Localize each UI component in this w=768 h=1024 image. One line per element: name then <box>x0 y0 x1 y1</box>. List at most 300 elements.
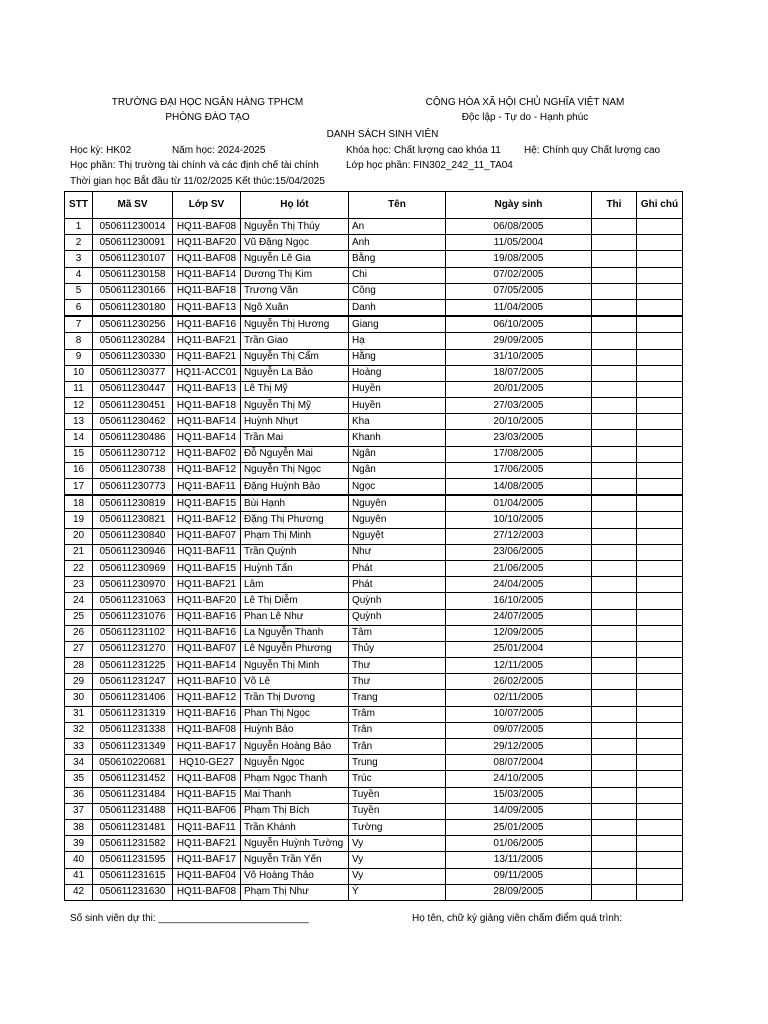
cell-stt: 16 <box>65 462 93 478</box>
table-row <box>65 528 683 544</box>
table-row <box>65 658 683 674</box>
cell-ten: Anh <box>348 235 445 251</box>
cell-ten: Huyền <box>348 381 445 397</box>
cell-lop-sv: HQ11-BAF13 <box>173 299 241 316</box>
cell-ho-lot: Phạm Thị Minh <box>240 528 348 544</box>
cell-ngay-sinh: 02/11/2005 <box>445 690 591 706</box>
cell-thi <box>591 577 636 593</box>
cell-lop-sv: HQ11-BAF17 <box>173 739 241 755</box>
cell-ma-sv: 050611231319 <box>93 706 173 722</box>
cell-ho-lot: Đặng Thị Phương <box>240 512 348 528</box>
column-header: STT <box>65 192 93 219</box>
cell-ngay-sinh: 01/06/2005 <box>445 836 591 852</box>
cell-thi <box>591 787 636 803</box>
cell-ten: Ý <box>348 884 445 900</box>
cell-ngay-sinh: 07/02/2005 <box>445 267 591 283</box>
cell-ma-sv: 050611231488 <box>93 803 173 819</box>
cell-ngay-sinh: 12/11/2005 <box>445 658 591 674</box>
cell-lop-sv: HQ11-BAF21 <box>173 333 241 349</box>
cell-ghi-chu <box>636 739 682 755</box>
cell-ngay-sinh: 11/04/2005 <box>445 299 591 316</box>
cell-ho-lot: Phan Thị Ngọc <box>240 706 348 722</box>
cell-ho-lot: Ngô Xuân <box>240 299 348 316</box>
cell-ghi-chu <box>636 430 682 446</box>
cell-thi <box>591 479 636 496</box>
cell-ghi-chu <box>636 349 682 365</box>
cell-ghi-chu <box>636 819 682 835</box>
cell-ho-lot: Nguyễn La Bảo <box>240 365 348 381</box>
cell-lop-sv: HQ11-BAF14 <box>173 430 241 446</box>
cell-ma-sv: 050611230091 <box>93 235 173 251</box>
table-row <box>65 414 683 430</box>
cell-ghi-chu <box>636 365 682 381</box>
cell-ngay-sinh: 15/03/2005 <box>445 787 591 803</box>
cell-stt: 30 <box>65 690 93 706</box>
cell-ghi-chu <box>636 219 682 235</box>
table-row <box>65 235 683 251</box>
student-table <box>64 191 683 901</box>
cell-ghi-chu <box>636 333 682 349</box>
column-header: Mã SV <box>93 192 173 219</box>
cell-ten: An <box>348 219 445 235</box>
cell-ho-lot: Trần Giao <box>240 333 348 349</box>
cell-ma-sv: 050611230969 <box>93 560 173 576</box>
cell-ngay-sinh: 29/12/2005 <box>445 739 591 755</box>
cell-ten: Ngân <box>348 462 445 478</box>
cell-ma-sv: 050611231452 <box>93 771 173 787</box>
cell-lop-sv: HQ11-BAF11 <box>173 544 241 560</box>
cell-ma-sv: 050611231225 <box>93 658 173 674</box>
cell-ghi-chu <box>636 251 682 267</box>
year-info: Năm học: 2024-2025 <box>172 145 266 156</box>
cell-ghi-chu <box>636 414 682 430</box>
cell-ma-sv: 050611230451 <box>93 398 173 414</box>
table-row <box>65 868 683 884</box>
cell-ma-sv: 050611231247 <box>93 674 173 690</box>
semester-info: Học kỳ: HK02 <box>70 145 132 156</box>
cell-ten: Thủy <box>348 641 445 657</box>
cell-ma-sv: 050611231595 <box>93 852 173 868</box>
cell-ten: Hằng <box>348 349 445 365</box>
cell-ten: Trang <box>348 690 445 706</box>
cell-ngay-sinh: 17/08/2005 <box>445 446 591 462</box>
cell-ten: Danh <box>348 299 445 316</box>
cell-ten: Quỳnh <box>348 609 445 625</box>
cell-thi <box>591 803 636 819</box>
table-row <box>65 690 683 706</box>
cell-ngay-sinh: 23/03/2005 <box>445 430 591 446</box>
cell-thi <box>591 722 636 738</box>
cell-stt: 11 <box>65 381 93 397</box>
column-header: Thi <box>591 192 636 219</box>
cell-ho-lot: Nguyễn Thị Thúy <box>240 219 348 235</box>
cell-ho-lot: Lâm <box>240 577 348 593</box>
cell-ghi-chu <box>636 609 682 625</box>
cell-stt: 19 <box>65 512 93 528</box>
cell-stt: 15 <box>65 446 93 462</box>
cell-lop-sv: HQ11-BAF16 <box>173 609 241 625</box>
table-header-row <box>65 192 683 219</box>
cell-thi <box>591 267 636 283</box>
cell-lop-sv: HQ11-BAF21 <box>173 577 241 593</box>
cell-ten: Chi <box>348 267 445 283</box>
cell-lop-sv: HQ11-BAF14 <box>173 267 241 283</box>
cell-ho-lot: Vũ Đặng Ngọc <box>240 235 348 251</box>
table-row <box>65 267 683 283</box>
column-header: Lớp SV <box>173 192 241 219</box>
cell-lop-sv: HQ11-BAF18 <box>173 398 241 414</box>
table-row <box>65 771 683 787</box>
cell-thi <box>591 381 636 397</box>
cell-ho-lot: Huỳnh Bảo <box>240 722 348 738</box>
cell-thi <box>591 219 636 235</box>
cell-stt: 32 <box>65 722 93 738</box>
cell-thi <box>591 884 636 900</box>
cell-thi <box>591 625 636 641</box>
cell-thi <box>591 235 636 251</box>
cell-ghi-chu <box>636 706 682 722</box>
cell-thi <box>591 495 636 512</box>
cell-ghi-chu <box>636 836 682 852</box>
cell-ten: Vy <box>348 852 445 868</box>
cell-ghi-chu <box>636 398 682 414</box>
table-row <box>65 251 683 267</box>
cell-lop-sv: HQ11-BAF12 <box>173 462 241 478</box>
cell-ma-sv: 050611230486 <box>93 430 173 446</box>
cell-ten: Nguyên <box>348 512 445 528</box>
cell-lop-sv: HQ11-BAF07 <box>173 528 241 544</box>
cell-lop-sv: HQ11-BAF11 <box>173 819 241 835</box>
cell-lop-sv: HQ11-BAF14 <box>173 414 241 430</box>
table-row <box>65 593 683 609</box>
cell-ho-lot: Phạm Thị Như <box>240 884 348 900</box>
table-row <box>65 299 683 316</box>
cell-ma-sv: 050611231270 <box>93 641 173 657</box>
subject-info: Học phần: Thị trường tài chính và các định chế tài chính <box>70 160 319 171</box>
cell-ma-sv: 050611230970 <box>93 577 173 593</box>
cell-ten: Trâm <box>348 706 445 722</box>
cell-lop-sv: HQ11-BAF08 <box>173 771 241 787</box>
column-header: Họ lót <box>240 192 348 219</box>
cell-ho-lot: Phạm Thị Bích <box>240 803 348 819</box>
cell-thi <box>591 641 636 657</box>
cell-ma-sv: 050611230840 <box>93 528 173 544</box>
cell-ngay-sinh: 06/10/2005 <box>445 316 591 333</box>
cell-thi <box>591 446 636 462</box>
cell-ho-lot: Bùi Hạnh <box>240 495 348 512</box>
cell-stt: 22 <box>65 560 93 576</box>
cell-ngay-sinh: 06/08/2005 <box>445 219 591 235</box>
cell-lop-sv: HQ11-BAF06 <box>173 803 241 819</box>
cell-ten: Công <box>348 283 445 299</box>
cell-ho-lot: Dương Thị Kim <box>240 267 348 283</box>
cell-ten: Khanh <box>348 430 445 446</box>
cell-ho-lot: Lê Nguyễn Phương <box>240 641 348 657</box>
cell-lop-sv: HQ11-BAF07 <box>173 641 241 657</box>
cell-ghi-chu <box>636 283 682 299</box>
cell-lop-sv: HQ11-BAF18 <box>173 283 241 299</box>
table-row <box>65 706 683 722</box>
table-row <box>65 512 683 528</box>
cell-stt: 29 <box>65 674 93 690</box>
cell-ten: Trân <box>348 739 445 755</box>
cell-ma-sv: 050610220681 <box>93 755 173 771</box>
cell-ma-sv: 050611230330 <box>93 349 173 365</box>
cell-ten: Ngân <box>348 446 445 462</box>
cell-ten: Vy <box>348 836 445 852</box>
cell-ho-lot: La Nguyễn Thanh <box>240 625 348 641</box>
cell-lop-sv: HQ11-BAF20 <box>173 235 241 251</box>
cell-ten: Tường <box>348 819 445 835</box>
cell-lop-sv: HQ11-BAF20 <box>173 593 241 609</box>
document-title: DANH SÁCH SINH VIÊN <box>326 129 439 140</box>
cell-thi <box>591 674 636 690</box>
cell-thi <box>591 512 636 528</box>
cell-ghi-chu <box>636 528 682 544</box>
cell-ghi-chu <box>636 316 682 333</box>
cell-stt: 8 <box>65 333 93 349</box>
table-row <box>65 787 683 803</box>
table-row <box>65 283 683 299</box>
cell-ma-sv: 050611231102 <box>93 625 173 641</box>
table-row <box>65 836 683 852</box>
cell-lop-sv: HQ11-BAF16 <box>173 625 241 641</box>
cell-ghi-chu <box>636 381 682 397</box>
cell-stt: 6 <box>65 299 93 316</box>
cell-stt: 18 <box>65 495 93 512</box>
cell-stt: 21 <box>65 544 93 560</box>
cell-stt: 20 <box>65 528 93 544</box>
cell-ngay-sinh: 16/10/2005 <box>445 593 591 609</box>
cell-lop-sv: HQ11-BAF11 <box>173 479 241 496</box>
cell-ghi-chu <box>636 495 682 512</box>
table-row <box>65 219 683 235</box>
cell-stt: 42 <box>65 884 93 900</box>
table-row <box>65 316 683 333</box>
table-row <box>65 349 683 365</box>
cell-stt: 14 <box>65 430 93 446</box>
cell-lop-sv: HQ11-BAF21 <box>173 836 241 852</box>
cell-stt: 17 <box>65 479 93 496</box>
cell-thi <box>591 836 636 852</box>
cell-stt: 2 <box>65 235 93 251</box>
cell-ghi-chu <box>636 446 682 462</box>
table-row <box>65 884 683 900</box>
table-row <box>65 381 683 397</box>
cell-stt: 31 <box>65 706 93 722</box>
cell-stt: 4 <box>65 267 93 283</box>
cell-lop-sv: HQ11-BAF15 <box>173 560 241 576</box>
cell-lop-sv: HQ11-BAF14 <box>173 658 241 674</box>
cell-ma-sv: 050611231615 <box>93 868 173 884</box>
cell-thi <box>591 771 636 787</box>
cell-ghi-chu <box>636 544 682 560</box>
cell-ngay-sinh: 25/01/2005 <box>445 819 591 835</box>
system-info: Hệ: Chính quy Chất lượng cao <box>524 145 661 156</box>
cell-ho-lot: Lê Thị Mỹ <box>240 381 348 397</box>
cell-ten: Vy <box>348 868 445 884</box>
cell-ten: Hoàng <box>348 365 445 381</box>
cell-thi <box>591 560 636 576</box>
cell-lop-sv: HQ11-BAF10 <box>173 674 241 690</box>
cell-ngay-sinh: 10/10/2005 <box>445 512 591 528</box>
cell-ho-lot: Nguyễn Thị Ngọc <box>240 462 348 478</box>
cell-thi <box>591 852 636 868</box>
cell-ngay-sinh: 12/09/2005 <box>445 625 591 641</box>
cell-lop-sv: HQ11-BAF08 <box>173 722 241 738</box>
cell-stt: 13 <box>65 414 93 430</box>
cell-lop-sv: HQ11-BAF08 <box>173 219 241 235</box>
cell-lop-sv: HQ11-BAF04 <box>173 868 241 884</box>
cell-ghi-chu <box>636 577 682 593</box>
table-row <box>65 479 683 496</box>
cell-ho-lot: Trần Mai <box>240 430 348 446</box>
cell-stt: 7 <box>65 316 93 333</box>
cell-ho-lot: Nguyễn Huỳnh Tường <box>240 836 348 852</box>
table-row <box>65 365 683 381</box>
cell-ma-sv: 050611231349 <box>93 739 173 755</box>
cell-stt: 39 <box>65 836 93 852</box>
cell-ma-sv: 050611230738 <box>93 462 173 478</box>
cell-ho-lot: Huỳnh Nhựt <box>240 414 348 430</box>
cell-stt: 1 <box>65 219 93 235</box>
cell-ten: Giang <box>348 316 445 333</box>
cell-ma-sv: 050611230284 <box>93 333 173 349</box>
cell-ten: Ngọc <box>348 479 445 496</box>
cell-ngay-sinh: 21/06/2005 <box>445 560 591 576</box>
cell-lop-sv: HQ11-ACC01 <box>173 365 241 381</box>
cell-stt: 40 <box>65 852 93 868</box>
cell-thi <box>591 544 636 560</box>
cell-ghi-chu <box>636 267 682 283</box>
cell-thi <box>591 333 636 349</box>
cell-stt: 5 <box>65 283 93 299</box>
cell-thi <box>591 349 636 365</box>
cell-ngay-sinh: 20/01/2005 <box>445 381 591 397</box>
cell-ho-lot: Nguyễn Thị Cẩm <box>240 349 348 365</box>
table-row <box>65 674 683 690</box>
cell-ngay-sinh: 10/07/2005 <box>445 706 591 722</box>
cell-ma-sv: 050611230158 <box>93 267 173 283</box>
cell-ghi-chu <box>636 593 682 609</box>
cell-ho-lot: Trương Văn <box>240 283 348 299</box>
cell-ghi-chu <box>636 868 682 884</box>
cell-thi <box>591 739 636 755</box>
cell-stt: 36 <box>65 787 93 803</box>
cell-ho-lot: Võ Lê <box>240 674 348 690</box>
cell-ten: Trung <box>348 755 445 771</box>
cell-ma-sv: 050611231582 <box>93 836 173 852</box>
cell-ghi-chu <box>636 852 682 868</box>
cell-ho-lot: Nguyễn Ngọc <box>240 755 348 771</box>
cell-stt: 12 <box>65 398 93 414</box>
cell-lop-sv: HQ11-BAF08 <box>173 884 241 900</box>
cell-ma-sv: 050611230166 <box>93 283 173 299</box>
cell-ngay-sinh: 14/08/2005 <box>445 479 591 496</box>
cell-ghi-chu <box>636 299 682 316</box>
cell-ma-sv: 050611230712 <box>93 446 173 462</box>
cell-ho-lot: Huỳnh Tấn <box>240 560 348 576</box>
course-info: Khóa học: Chất lượng cao khóa 11 <box>346 145 501 156</box>
cell-ten: Thư <box>348 658 445 674</box>
cell-stt: 28 <box>65 658 93 674</box>
cell-ten: Nguyệt <box>348 528 445 544</box>
cell-lop-sv: HQ11-BAF02 <box>173 446 241 462</box>
cell-ho-lot: Nguyễn Lê Gia <box>240 251 348 267</box>
table-row <box>65 333 683 349</box>
cell-lop-sv: HQ11-BAF15 <box>173 495 241 512</box>
table-row <box>65 609 683 625</box>
table-row <box>65 430 683 446</box>
cell-ten: Tuyền <box>348 803 445 819</box>
cell-stt: 23 <box>65 577 93 593</box>
cell-ngay-sinh: 20/10/2005 <box>445 414 591 430</box>
cell-ma-sv: 050611230819 <box>93 495 173 512</box>
cell-ngay-sinh: 28/09/2005 <box>445 884 591 900</box>
cell-ngay-sinh: 08/07/2004 <box>445 755 591 771</box>
cell-thi <box>591 528 636 544</box>
cell-ngay-sinh: 26/02/2005 <box>445 674 591 690</box>
cell-thi <box>591 609 636 625</box>
cell-ho-lot: Trần Khánh <box>240 819 348 835</box>
cell-ho-lot: Phan Lê Như <box>240 609 348 625</box>
cell-ma-sv: 050611231406 <box>93 690 173 706</box>
cell-stt: 9 <box>65 349 93 365</box>
cell-thi <box>591 316 636 333</box>
cell-ma-sv: 050611231484 <box>93 787 173 803</box>
cell-ngay-sinh: 31/10/2005 <box>445 349 591 365</box>
cell-thi <box>591 430 636 446</box>
nation-header: CỘNG HÒA XÃ HỘI CHỦ NGHĨA VIỆT NAM <box>425 97 625 108</box>
cell-ghi-chu <box>636 560 682 576</box>
cell-ma-sv: 050611230821 <box>93 512 173 528</box>
cell-thi <box>591 251 636 267</box>
cell-ho-lot: Nguyễn Thị Minh <box>240 658 348 674</box>
class-info: Lớp học phần: FIN302_242_11_TA04 <box>346 160 513 171</box>
cell-ten: Bằng <box>348 251 445 267</box>
cell-thi <box>591 283 636 299</box>
cell-ho-lot: Mai Thanh <box>240 787 348 803</box>
cell-ngay-sinh: 24/04/2005 <box>445 577 591 593</box>
cell-lop-sv: HQ11-BAF13 <box>173 381 241 397</box>
cell-ghi-chu <box>636 479 682 496</box>
cell-ghi-chu <box>636 625 682 641</box>
table-row <box>65 819 683 835</box>
table-row <box>65 852 683 868</box>
department-name: PHÒNG ĐÀO TẠO <box>165 112 250 123</box>
cell-ten: Tuyền <box>348 787 445 803</box>
cell-thi <box>591 755 636 771</box>
time-info: Thời gian học Bắt đầu từ 11/02/2025 Kết thúc:15/04/2025 <box>70 176 325 187</box>
cell-ngay-sinh: 01/04/2005 <box>445 495 591 512</box>
cell-ma-sv: 050611230946 <box>93 544 173 560</box>
cell-thi <box>591 868 636 884</box>
cell-ten: Huyền <box>348 398 445 414</box>
table-row <box>65 739 683 755</box>
cell-ma-sv: 050611230256 <box>93 316 173 333</box>
cell-ma-sv: 050611230773 <box>93 479 173 496</box>
cell-ngay-sinh: 11/05/2004 <box>445 235 591 251</box>
cell-ghi-chu <box>636 803 682 819</box>
cell-ngay-sinh: 09/07/2005 <box>445 722 591 738</box>
cell-thi <box>591 706 636 722</box>
cell-thi <box>591 398 636 414</box>
cell-ten: Phát <box>348 560 445 576</box>
cell-ho-lot: Phạm Ngọc Thanh <box>240 771 348 787</box>
cell-ma-sv: 050611231630 <box>93 884 173 900</box>
cell-lop-sv: HQ11-BAF17 <box>173 852 241 868</box>
cell-lop-sv: HQ11-BAF21 <box>173 349 241 365</box>
